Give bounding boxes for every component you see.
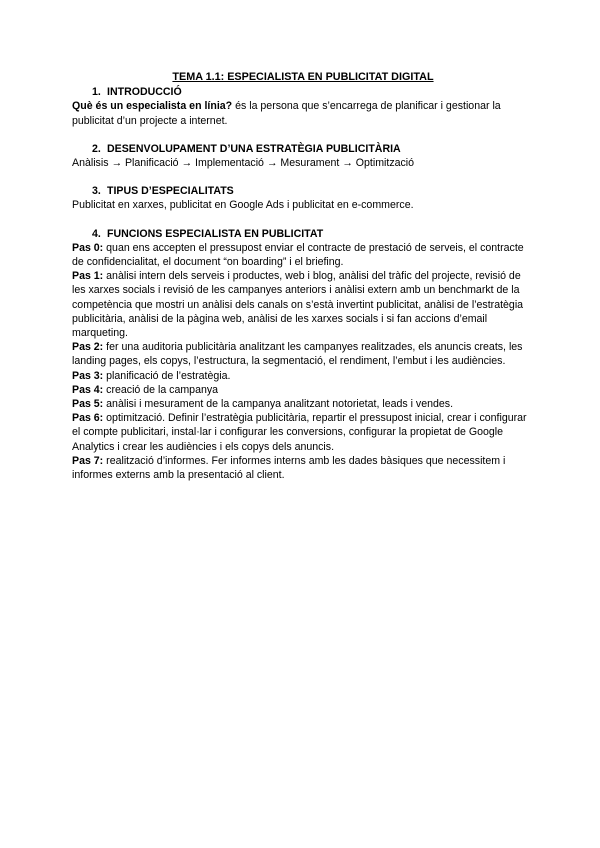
step-label: Pas 4:	[72, 383, 104, 396]
specialities-text: Publicitat en xarxes, publicitat en Google Ads i publicitat en e-commerce.	[72, 199, 414, 212]
step-text: anàlisi intern dels serveis i productes, web i blog, anàlisi del tràfic del projecte, revisió de les xarxes socials i revisió de les campanyes anteriors i anàlisi extern amb un benchmarkt de la competència que mostri un anàlisi dels canals on s’està invertint publicitat, anàlisi de l’estratègia publicitària, anàlisi de la pàgina web, anàlisi de les xarxes socials i si fan accions d’email marqueting.	[72, 270, 524, 340]
strategy-flow: Anàlisis → Planificació → Implementació → Mesurament → Optimització	[72, 157, 415, 170]
step-label: Pas 0:	[72, 241, 104, 254]
step-paragraph	[72, 454, 534, 482]
step-paragraph	[72, 340, 534, 368]
section-title: TIPUS D’ESPECIALITATS	[107, 185, 234, 198]
step-text: fer una auditoria publicitària analitzant les campanyes realitzades, els anuncis creats, les landing pages, els copys, l’estructura, la segmentació, el rendiment, l’embut i les audiències.	[72, 341, 523, 368]
section-title: INTRODUCCIÓ	[107, 86, 182, 99]
section-number: 4.	[92, 227, 101, 240]
step-paragraph	[72, 369, 534, 383]
step-label: Pas 1:	[72, 270, 104, 283]
step-label: Pas 5:	[72, 398, 104, 411]
step-text: planificació de l’estratègia.	[103, 369, 231, 382]
step-label: Pas 7:	[72, 454, 104, 467]
step-paragraph	[72, 383, 534, 397]
intro-question: Què és un especialista en línia?	[72, 100, 233, 113]
section-heading-especialitats	[72, 184, 534, 198]
section-title: DESENVOLUPAMENT D’UNA ESTRATÈGIA PUBLICITÀRIA	[107, 142, 401, 155]
section-heading-estrategia	[72, 142, 534, 156]
intro-paragraph	[72, 99, 534, 127]
step-paragraph	[72, 397, 534, 411]
section-heading-funcions	[72, 227, 534, 241]
step-text: anàlisi i mesurament de la campanya analitzant notorietat, leads i vendes.	[103, 398, 454, 411]
step-label: Pas 6:	[72, 412, 104, 425]
section-number: 2.	[92, 142, 101, 155]
step-text: realització d’informes. Fer informes interns amb les dades bàsiques que necessitem i informes externs amb la presentació al client.	[72, 454, 506, 482]
document-title: TEMA 1.1: ESPECIALISTA EN PUBLICITAT DIGITAL	[172, 71, 434, 83]
document-page	[72, 70, 534, 482]
step-paragraph	[72, 411, 534, 454]
section-number: 3.	[92, 185, 101, 198]
step-text: creació de la campanya	[103, 383, 219, 396]
step-text: optimització. Definir l’estratègia publicitària, repartir el pressupost inicial, crear i configurar el compte publicitari, instal·lar i configurar les conversions, configurar la propietat de Google Analytics i crear les audiències i els copys dels anuncis.	[72, 412, 527, 453]
step-text: quan ens accepten el pressupost enviar el contracte de prestació de serveis, el contracte de confidencialitat, el document “on boarding” i el briefing.	[72, 241, 524, 269]
step-label: Pas 3:	[72, 369, 104, 382]
step-paragraph	[72, 241, 534, 269]
step-paragraph	[72, 269, 534, 340]
section-number: 1.	[92, 86, 101, 99]
step-label: Pas 2:	[72, 341, 104, 354]
section-heading-introduccio	[72, 85, 534, 99]
section-title: FUNCIONS ESPECIALISTA EN PUBLICITAT	[107, 227, 324, 240]
intro-answer: és la persona que s’encarrega de planificar i gestionar la publicitat d’un projecte a internet.	[72, 100, 501, 127]
